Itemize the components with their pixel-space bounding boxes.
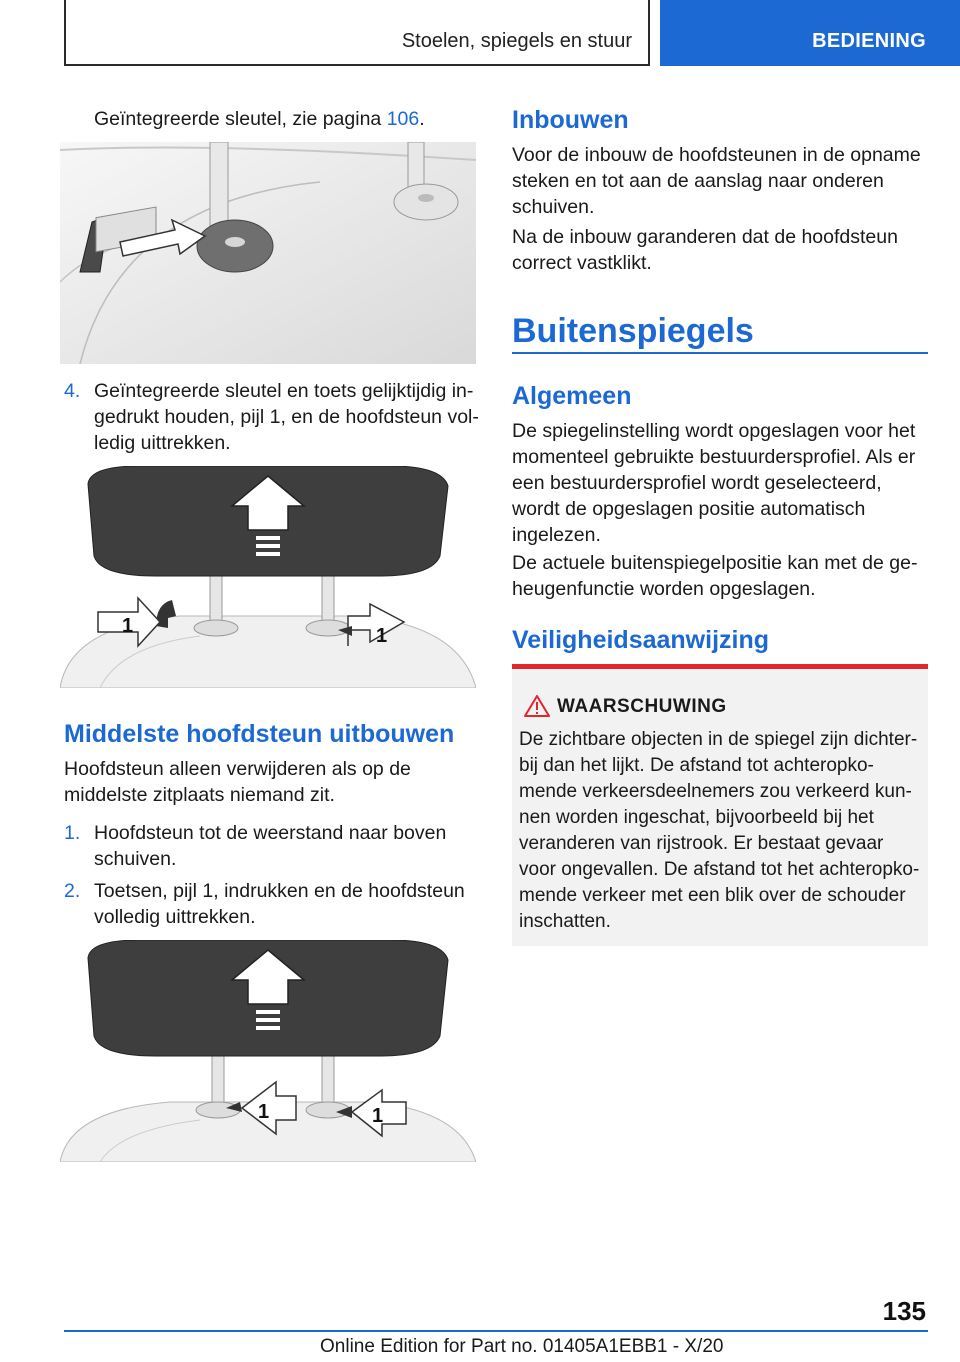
footer-divider xyxy=(64,1330,928,1332)
step-2 xyxy=(64,878,480,930)
step-number: 2. xyxy=(64,880,81,902)
header-section-title: Stoelen, spiegels en stuur xyxy=(401,30,632,52)
step-text: Geïntegreerde sleutel en toets gelijktijdig ingedrukt houden, pijl 1, en de hoofdsteun volledig uittrekken. xyxy=(94,380,479,454)
integrated-key-illustration xyxy=(60,142,476,364)
header-chapter-label: BEDIENING xyxy=(812,30,926,52)
figure-pull-headrest xyxy=(60,466,476,688)
arrow-label-2: 1 xyxy=(376,625,388,647)
press-buttons-illustration xyxy=(60,940,476,1162)
page-number: 135 xyxy=(882,1296,926,1326)
step-number: 1. xyxy=(64,822,81,844)
intro-text: Geïntegreerde sleutel, zie pagina 106. xyxy=(94,108,425,130)
step-text: Toetsen, pijl 1, indrukken en de hoofdsteun volledig uittrekken. xyxy=(94,880,465,928)
arrow-label-1: 1 xyxy=(258,1101,270,1123)
warning-triangle-icon xyxy=(524,695,550,717)
heading-inbouwen: Inbouwen xyxy=(512,106,629,134)
figure-press-buttons xyxy=(60,940,476,1162)
inbouwen-paragraph-1: Voor de inbouw de hoofdsteunen in de opname steken en tot aan de aanslag naar onderen schuiven. xyxy=(512,144,921,218)
step-number: 4. xyxy=(64,380,81,402)
heading-algemeen: Algemeen xyxy=(512,382,632,410)
warning-text: De zichtbare objecten in de spiegel zijn dichterbij dan het lijkt. De afstand tot achteropkomende verkeersdeelnemers zou verkeerd kunnen worden ingeschat, bijvoorbeeld bij het veranderen van rijstrook. Er bestaat gevaar voor ongevallen. De afstand tot het achteropkomende verkeer met een blik over de schouder inschatten. xyxy=(519,729,920,932)
inbouwen-paragraph-2: Na de inbouw garanderen dat de hoofdsteun correct vastklikt. xyxy=(512,226,898,274)
page-link[interactable]: 106 xyxy=(386,108,420,130)
step-text: Hoofdsteun tot de weerstand naar boven schuiven. xyxy=(94,822,447,870)
header-chapter-tab xyxy=(660,0,960,66)
section-divider xyxy=(512,352,928,354)
algemeen-paragraph-1: De spiegelinstelling wordt opgeslagen voor het momenteel gebruikte bestuurdersprofiel. Als er een bestuurdersprofiel wordt geselecteerd, wordt de opgeslagen positie automatisch ingelezen. xyxy=(512,420,916,546)
warning-title: WAARSCHUWING xyxy=(557,696,727,717)
footer-edition: Online Edition for Part no. 01405A1EBB1 - X/20 xyxy=(320,1336,724,1357)
section-title-buitenspiegels: Buitenspiegels xyxy=(512,312,754,350)
algemeen-paragraph-2: De actuele buitenspiegelpositie kan met de geheugenfunctie worden opgeslagen. xyxy=(512,552,918,600)
figure-integrated-key xyxy=(60,142,476,364)
header-section-box xyxy=(64,0,650,66)
heading-safety: Veiligheidsaanwijzing xyxy=(512,626,770,654)
middle-headrest-paragraph: Hoofdsteun alleen verwijderen als op de middelste zitplaats niemand zit. xyxy=(64,758,411,806)
arrow-label-1: 1 xyxy=(122,615,134,637)
step-4 xyxy=(64,378,480,458)
step-1 xyxy=(64,820,480,872)
arrow-label-2: 1 xyxy=(372,1105,384,1127)
warning-box xyxy=(512,664,928,946)
heading-remove-middle-headrest: Middelste hoofdsteun uitbouwen xyxy=(64,720,455,748)
pull-headrest-illustration xyxy=(60,466,476,688)
